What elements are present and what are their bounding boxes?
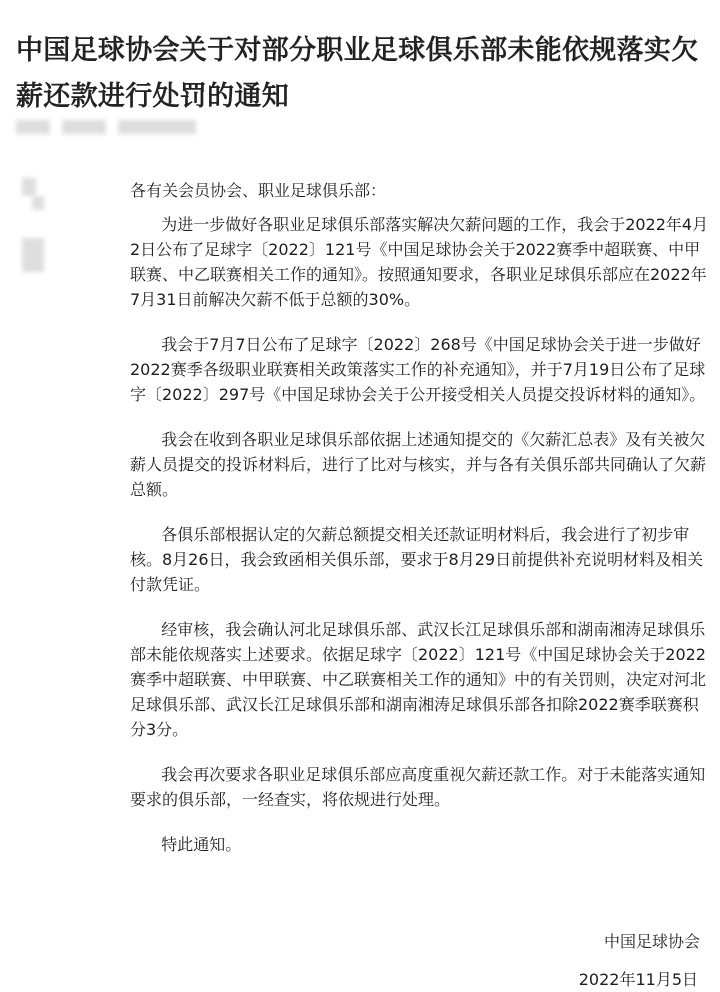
signature: 中国足球协会 — [603, 932, 700, 951]
redacted-margin-mark — [22, 178, 36, 196]
notice-body — [130, 178, 710, 877]
redacted-source-line — [62, 120, 106, 134]
salutation: 各有关会员协会、职业足球俱乐部： — [130, 181, 387, 200]
closing-line: 特此通知。 — [161, 835, 242, 854]
redacted-margin-mark — [22, 238, 44, 272]
paragraph: 各俱乐部根据认定的欠薪总额提交相关还款证明材料后，我会进行了初步审核。8月26日，我会致函相关俱乐部，要求于8月29日前提供补充说明材料及相关付款凭证。 — [130, 525, 704, 594]
paragraph: 经审核，我会确认河北足球俱乐部、武汉长江足球俱乐部和湖南湘涛足球俱乐部未能依规落实上述要求。依据足球字〔2022〕121号《中国足球协会关于2022赛季中超联赛、中甲联赛、中乙联赛相关工作的通知》中的有关罚则，决定对河北足球俱乐部、武汉长江足球俱乐部和湖南湘涛足球俱乐部各扣除2022赛季联赛积分3分。 — [130, 620, 707, 739]
redacted-source-line — [118, 120, 196, 134]
issue-date: 2022年11月5日 — [578, 970, 698, 989]
paragraph: 为进一步做好各职业足球俱乐部落实解决欠薪问题的工作，我会于2022年4月2日公布了足球字〔2022〕121号《中国足球协会关于2022赛季中超联赛、中甲联赛、中乙联赛相关工作的通知》。按照通知要求，各职业足球俱乐部应在2022年7月31日前解决欠薪不低于总额的30%。 — [130, 215, 709, 309]
paragraph: 我会于7月7日公布了足球字〔2022〕268号《中国足球协会关于进一步做好2022赛季各级职业联赛相关政策落实工作的补充通知》，并于7月19日公布了足球字〔2022〕297号《中国足球协会关于公开接受相关人员提交投诉材料的通知》。 — [130, 335, 706, 404]
paragraph: 我会在收到各职业足球俱乐部依据上述通知提交的《欠薪汇总表》及有关被欠薪人员提交的投诉材料后，进行了比对与核实，并与各有关俱乐部共同确认了欠薪总额。 — [130, 430, 707, 499]
paragraph: 我会再次要求各职业足球俱乐部应高度重视欠薪还款工作。对于未能落实通知要求的俱乐部，一经查实，将依规进行处理。 — [130, 765, 706, 809]
page-title: 中国足球协会关于对部分职业足球俱乐部未能依规落实欠薪还款进行处罚的通知 — [16, 35, 699, 112]
redacted-margin-mark — [32, 196, 44, 210]
redacted-source-line — [16, 120, 50, 134]
